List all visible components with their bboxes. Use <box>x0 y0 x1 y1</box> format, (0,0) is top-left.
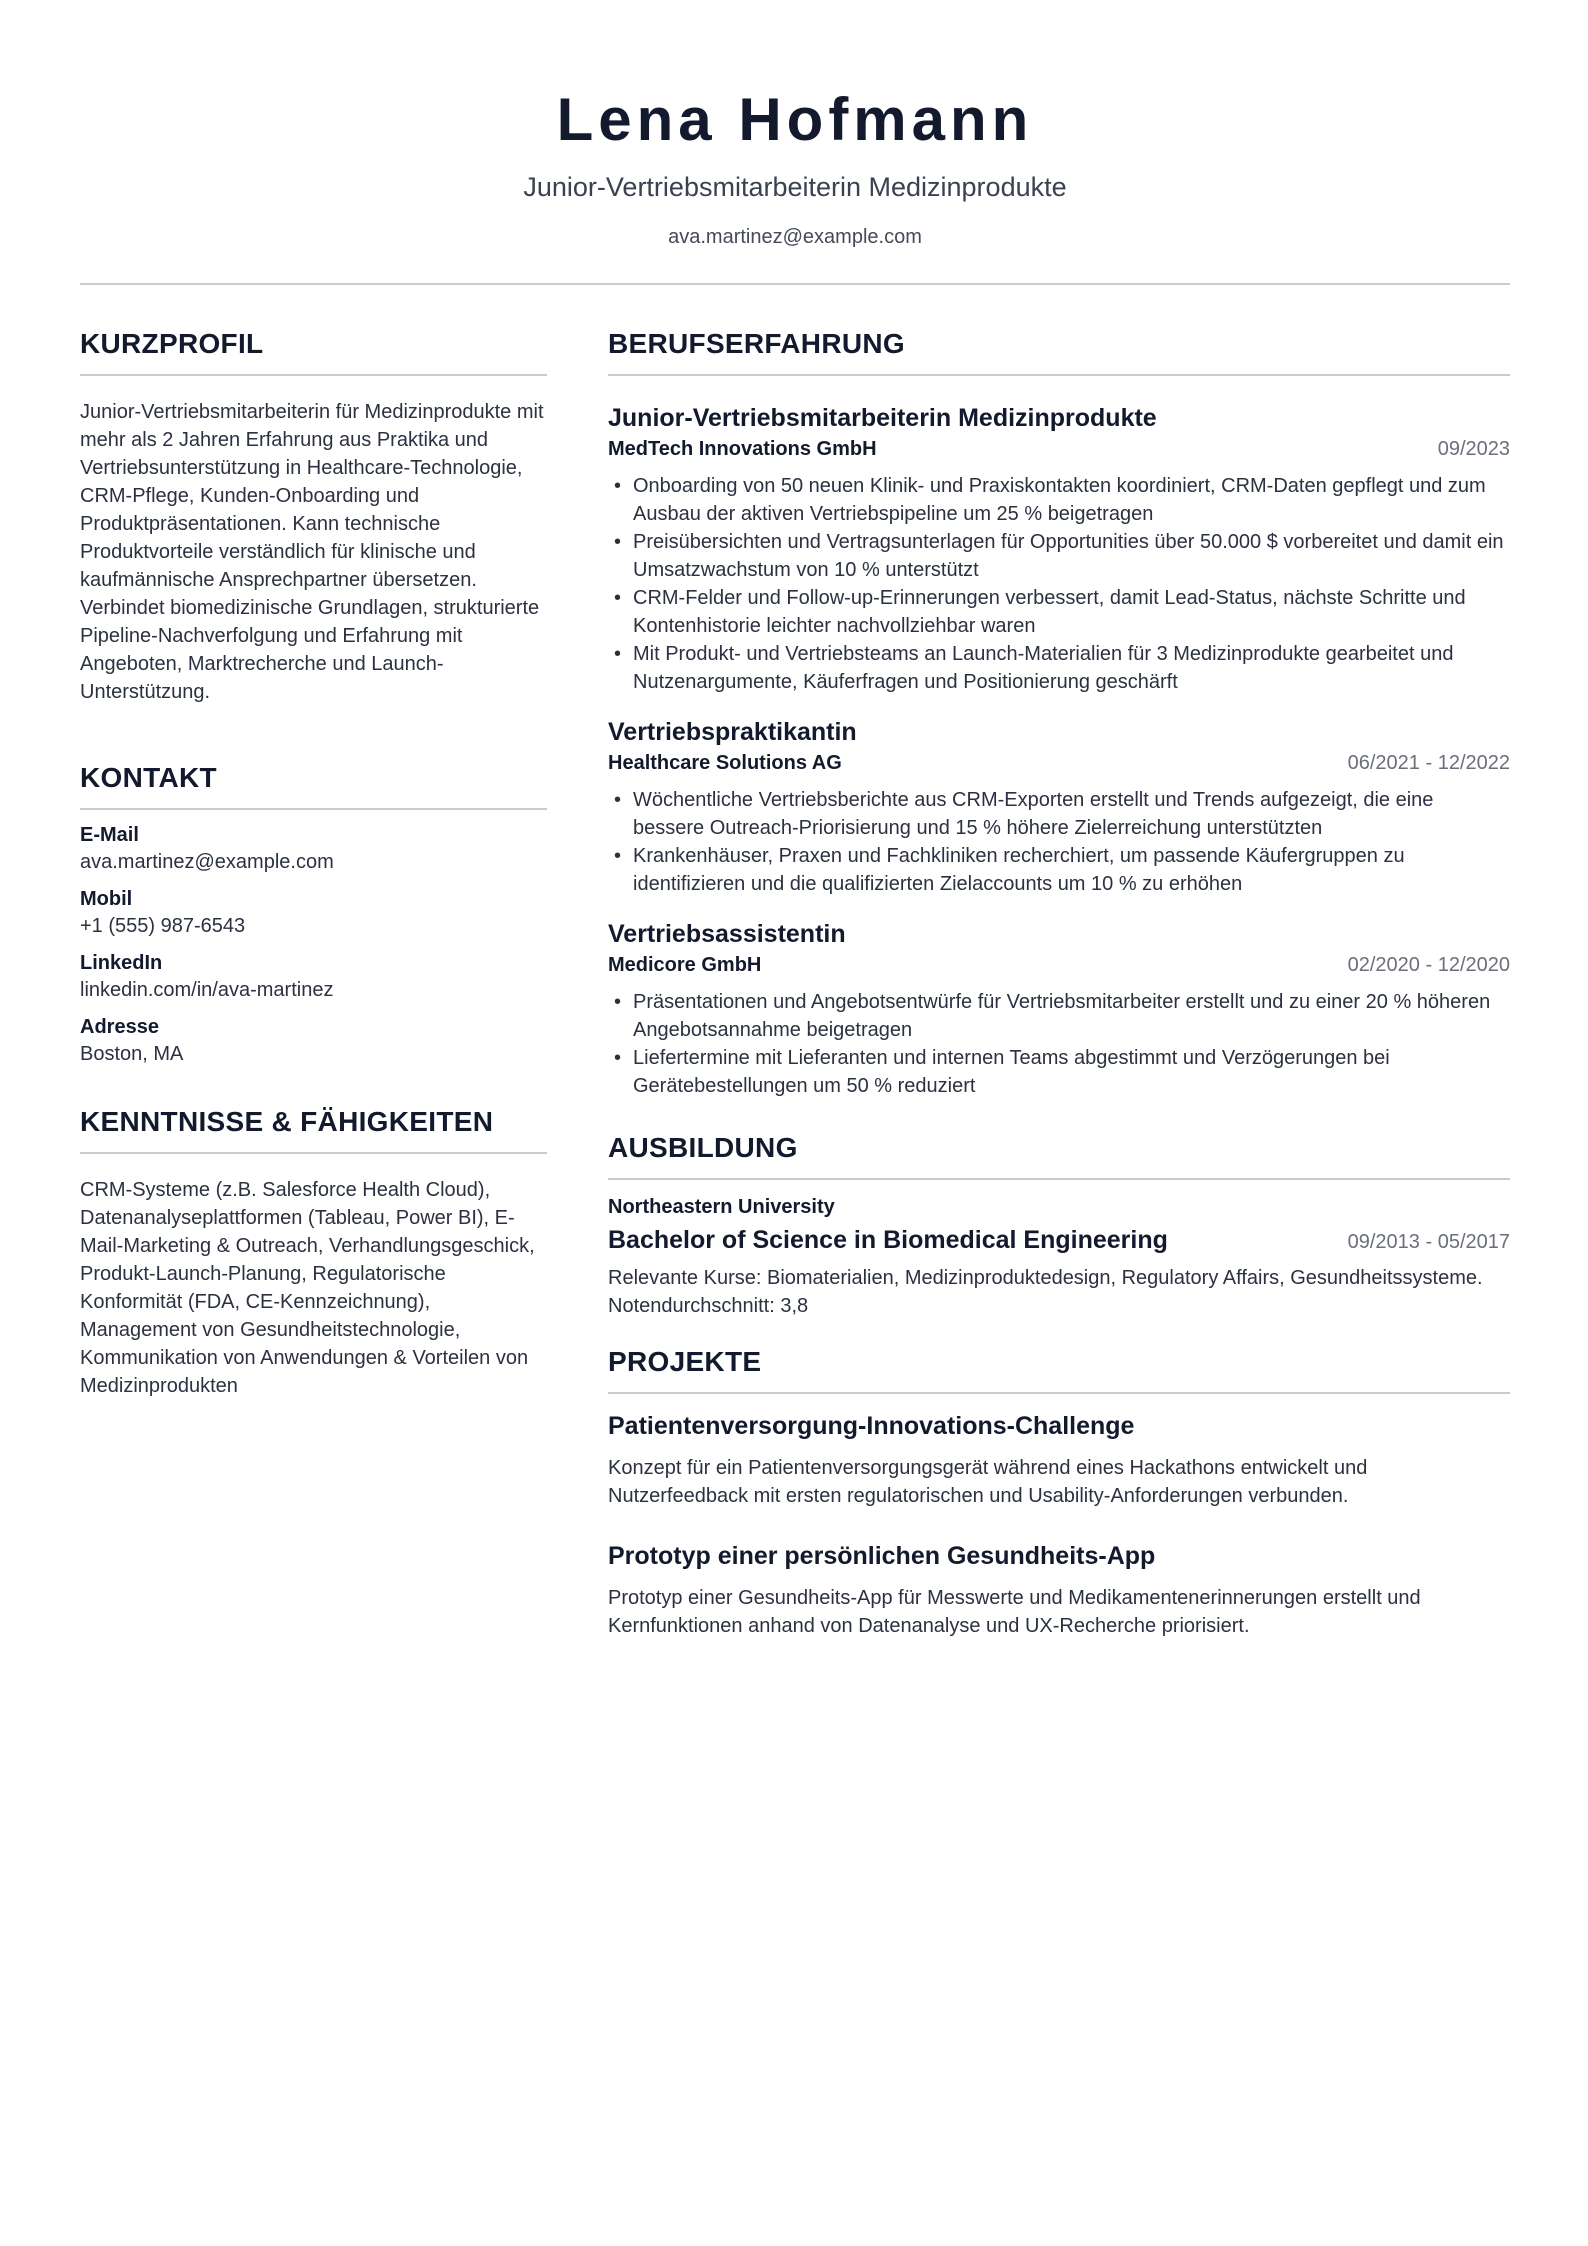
education-date: 09/2013 - 05/2017 <box>1347 1231 1510 1253</box>
job-company: Medicore GmbH <box>608 954 762 976</box>
candidate-name: Lena Hofmann <box>556 86 1034 153</box>
job-bullet: • Wöchentliche Vertriebsberichte aus CRM-Exporten erstellt und Trends aufgezeigt, die eine bessere Outreach-Priorisierung und 15 % höhere Zielerreichung unterstützten <box>608 786 1510 842</box>
job-entry <box>608 716 1510 898</box>
skills-section <box>80 1104 547 1400</box>
summary-text: Junior-Vertriebsmitarbeiterin für Medizinprodukte mit mehr als 2 Jahren Erfahrung aus Praktika und Vertriebsunterstützung in Healthcare-Technologie, CRM-Pflege, Kunden-Onboarding und Produktpräsentationen. Kann technische Produktvorteile verständlich für klinische und kaufmännische Ansprechpartner übersetzen. Verbindet biomedizinische Grundlagen, strukturierte Pipeline-Nachverfolgung und Erfahrung mit Angeboten, Marktrecherche und Launch-Unterstützung. <box>80 401 544 703</box>
education-heading: AUSBILDUNG <box>608 1130 1510 1180</box>
right-column <box>608 326 1510 1640</box>
contact-linkedin-value: linkedin.com/in/ava-martinez <box>80 979 334 1001</box>
job-date: 02/2020 - 12/2020 <box>1347 954 1510 976</box>
project-title: Prototyp einer persönlichen Gesundheits-App <box>608 1542 1156 1570</box>
job-bullet: • CRM-Felder und Follow-up-Erinnerungen verbessert, damit Lead-Status, nächste Schritte und Kontenhistorie leichter nachvollziehbar waren <box>608 584 1510 640</box>
education-section <box>608 1130 1510 1320</box>
contact-label: LinkedIn <box>80 952 163 974</box>
job-date: 09/2023 <box>1437 438 1510 460</box>
projects-section <box>608 1344 1510 1640</box>
job-company: Healthcare Solutions AG <box>608 752 842 774</box>
job-entry <box>608 918 1510 1100</box>
skills-text: CRM-Systeme (z.B. Salesforce Health Cloud), Datenanalyseplattformen (Tableau, Power BI), E-Mail-Marketing & Outreach, Verhandlungsgeschick, Produkt-Launch-Planung, Regulatorische Konformität (FDA, CE-Kennzeichnung), Management von Gesundheitstechnologie, Kommunikation von Anwendungen & Vorteilen von Medizinprodukten <box>80 1179 535 1397</box>
job-title: Junior-Vertriebsmitarbeiterin Medizinprodukte <box>608 404 1157 432</box>
job-bullet: • Liefertermine mit Lieferanten und internen Teams abgestimmt und Verzögerungen bei Gerätebestellungen um 50 % reduziert <box>608 1044 1510 1100</box>
job-bullet: • Onboarding von 50 neuen Klinik- und Praxiskontakten koordiniert, CRM-Daten gepflegt und zum Ausbau der aktiven Vertriebspipeline um 25 % beigetragen <box>608 472 1510 528</box>
education-school: Northeastern University <box>608 1196 835 1218</box>
job-bullets <box>608 988 1510 1100</box>
contact-section <box>80 760 547 1068</box>
job-meta <box>608 436 1510 462</box>
header-email: ava.martinez@example.com <box>668 226 922 248</box>
job-bullet: • Mit Produkt- und Vertriebsteams an Launch-Materialien für 3 Medizinprodukte gearbeitet und Nutzenargumente, Käuferfragen und Positionierung geschärft <box>608 640 1510 696</box>
project-description: Prototyp einer Gesundheits-App für Messwerte und Medikamentenerinnerungen erstellt und Kernfunktionen anhand von Datenanalyse und UX-Recherche priorisiert. <box>608 1587 1421 1637</box>
candidate-headline: Junior-Vertriebsmitarbeiterin Medizinprodukte <box>523 172 1067 202</box>
job-date: 06/2021 - 12/2022 <box>1347 752 1510 774</box>
experience-heading: BERUFSERFAHRUNG <box>608 326 1510 376</box>
contact-label: E-Mail <box>80 824 139 846</box>
job-entry <box>608 402 1510 696</box>
summary-heading: KURZPROFIL <box>80 326 547 376</box>
projects-heading: PROJEKTE <box>608 1344 1510 1394</box>
job-bullet: • Preisübersichten und Vertragsunterlagen für Opportunities über 50.000 $ vorbereitet und damit ein Umsatzwachstum von 10 % unterstützt <box>608 528 1510 584</box>
job-bullet: • Krankenhäuser, Praxen und Fachkliniken recherchiert, um passende Käufergruppen zu identifizieren und die qualifizierten Zielaccounts um 10 % zu erhöhen <box>608 842 1510 898</box>
project-entry <box>608 1410 1510 1510</box>
contact-item-linkedin <box>80 950 547 1004</box>
job-title: Vertriebspraktikantin <box>608 718 857 746</box>
summary-section <box>80 326 547 706</box>
job-bullets <box>608 786 1510 898</box>
contact-address-value: Boston, MA <box>80 1043 184 1065</box>
contact-list <box>80 822 547 1068</box>
project-entry <box>608 1540 1510 1640</box>
contact-label: Adresse <box>80 1016 159 1038</box>
job-bullets <box>608 472 1510 696</box>
education-row <box>608 1224 1510 1256</box>
contact-item-email <box>80 822 547 876</box>
resume-header <box>80 0 1510 250</box>
contact-email-value: ava.martinez@example.com <box>80 851 334 873</box>
job-meta <box>608 750 1510 776</box>
job-meta <box>608 952 1510 978</box>
header-divider <box>80 283 1510 285</box>
education-degree: Bachelor of Science in Biomedical Engineering <box>608 1226 1168 1254</box>
job-company: MedTech Innovations GmbH <box>608 438 877 460</box>
project-title: Patientenversorgung-Innovations-Challenge <box>608 1412 1135 1440</box>
skills-heading: KENNTNISSE & FÄHIGKEITEN <box>80 1104 547 1154</box>
contact-phone-value: +1 (555) 987-6543 <box>80 915 246 937</box>
job-title: Vertriebsassistentin <box>608 920 846 948</box>
contact-item-phone <box>80 886 547 940</box>
job-bullet: • Präsentationen und Angebotsentwürfe für Vertriebsmitarbeiter erstellt und zu einer 20 % höheren Angebotsannahme beigetragen <box>608 988 1510 1044</box>
project-description: Konzept für ein Patientenversorgungsgerät während eines Hackathons entwickelt und Nutzerfeedback mit ersten regulatorischen und Usability-Anforderungen verbunden. <box>608 1457 1368 1507</box>
education-details: Relevante Kurse: Biomaterialien, Medizinproduktedesign, Regulatory Affairs, Gesundheitssysteme. Notendurchschnitt: 3,8 <box>608 1267 1483 1317</box>
contact-heading: KONTAKT <box>80 760 547 810</box>
experience-section <box>608 326 1510 1100</box>
education-entry <box>608 1194 1510 1320</box>
left-column <box>80 326 547 1400</box>
resume-page <box>80 0 1510 2246</box>
contact-label: Mobil <box>80 888 133 910</box>
contact-item-address <box>80 1014 547 1068</box>
